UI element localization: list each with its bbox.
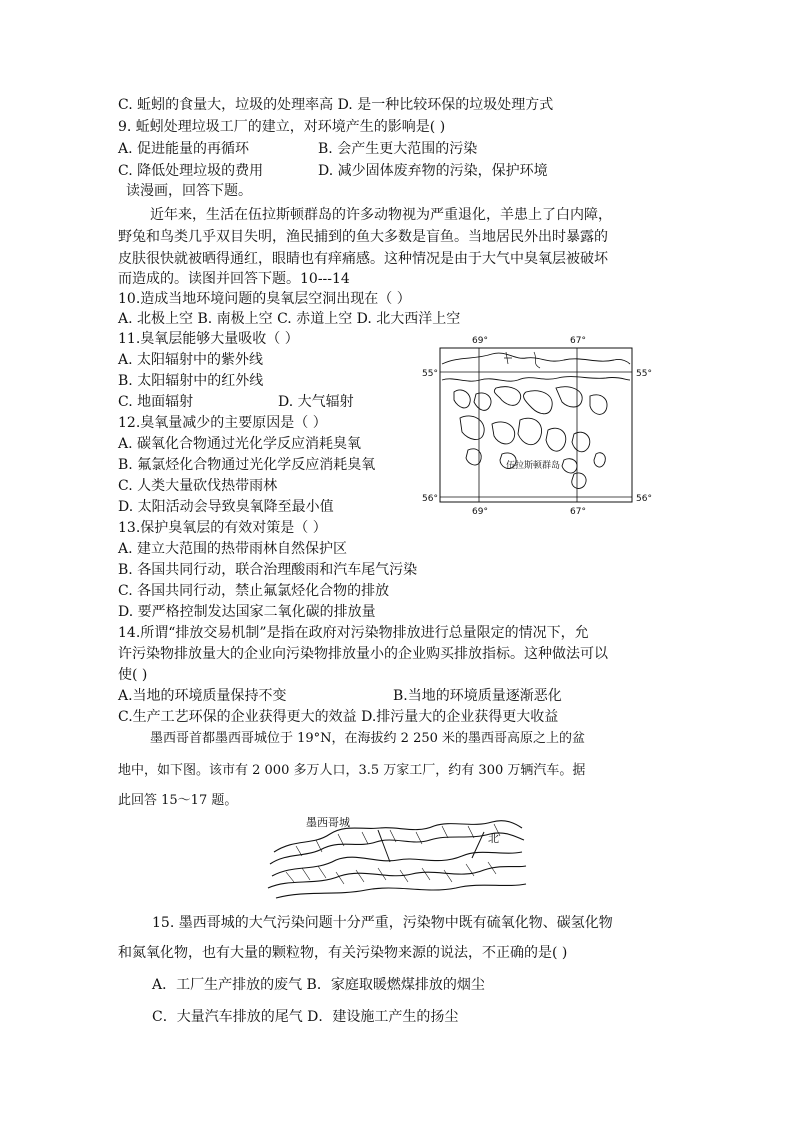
passage-line-1: 近年来，生活在伍拉斯顿群岛的许多动物视为严重退化，羊患上了白内障，	[150, 207, 612, 223]
q12-stem: 12.臭氧量减少的主要原因是（ ）	[118, 415, 327, 431]
wollaston-islands-map	[414, 334, 676, 518]
q15-stem-1: 15. 墨西哥城的大气污染问题十分严重，污染物中既有硫氧化物、碳氢化物	[152, 915, 613, 931]
section-instruction: 读漫画，回答下题。	[126, 183, 252, 199]
q15-option-ab: A．工厂生产排放的废气 B．家庭取暖燃煤排放的烟尘	[152, 977, 485, 993]
passage-line-3: 皮肤很快就被晒得通红，眼睛也有痒痛感。这种情况是由于大气中臭氧层被破坏	[118, 251, 608, 267]
q13-option-c: C. 各国共同行动，禁止氟氯烃化合物的排放	[118, 583, 390, 599]
q11-option-a: A. 太阳辐射中的紫外线	[118, 352, 264, 368]
mexico-city-basin-sketch	[266, 812, 528, 902]
mexico-passage-3: 此回答 15～17 题。	[118, 793, 238, 808]
mexico-passage-2: 地中，如下图。该市有 2 000 多万人口，3.5 万家工厂，约有 300 万辆汽车。据	[118, 763, 586, 778]
passage-line-2: 野兔和鸟类几乎双目失明，渔民捕到的鱼大多数是盲鱼。当地居民外出时暴露的	[118, 229, 608, 245]
label-wollaston-islands: 伍拉斯顿群岛	[506, 461, 561, 471]
q13-stem: 13.保护臭氧层的有效对策是（ ）	[118, 520, 327, 536]
label-north: 北	[488, 832, 499, 845]
label-lat-56-left: 56°	[422, 494, 438, 504]
q12-option-c: C. 人类大量砍伐热带雨林	[118, 478, 278, 494]
q14-stem-3: 使( )	[118, 667, 148, 683]
q14-option-cd: C.生产工艺环保的企业获得更大的效益 D.排污量大的企业获得更大收益	[118, 709, 559, 725]
q14-stem-2: 许污染物排放量大的企业向污染物排放量小的企业购买排放指标。这种做法可以	[118, 646, 608, 662]
passage-line-4: 而造成的。读图并回答下题。10---14	[118, 271, 350, 287]
label-lat-56-right: 56°	[636, 494, 652, 504]
label-lat-55-left: 55°	[422, 369, 438, 379]
q13-option-d: D. 要严格控制发达国家二氧化碳的排放量	[118, 604, 376, 620]
q10-options: A. 北极上空 B. 南极上空 C. 赤道上空 D. 北大西洋上空	[118, 311, 461, 327]
q15-option-cd: C．大量汽车排放的尾气 D．建设施工产生的扬尘	[152, 1009, 459, 1025]
q9-option-c: C. 降低处理垃圾的费用	[118, 163, 264, 179]
label-lon-67-bottom: 67°	[570, 507, 586, 517]
q9-option-a: A. 促进能量的再循环	[118, 141, 250, 157]
q13-option-b: B. 各国共同行动，联合治理酸雨和汽车尾气污染	[118, 562, 418, 578]
label-mexico-city: 墨西哥城	[306, 816, 350, 829]
mexico-passage-1: 墨西哥首都墨西哥城位于 19°N，在海拔约 2 250 米的墨西哥高原之上的盆	[150, 731, 586, 746]
label-lon-69-top: 69°	[472, 336, 488, 346]
q12-option-a: A. 碳氧化合物通过光化学反应消耗臭氧	[118, 436, 362, 452]
label-lon-67-top: 67°	[570, 336, 586, 346]
q11-option-c: C. 地面辐射	[118, 394, 194, 410]
q14-option-b: B.当地的环境质量逐渐恶化	[393, 688, 562, 704]
q14-option-a: A.当地的环境质量保持不变	[118, 688, 287, 704]
q15-stem-2: 和氮氧化物，也有大量的颗粒物，有关污染物来源的说法，不正确的是( )	[118, 945, 568, 961]
q11-stem: 11.臭氧层能够大量吸收（ ）	[118, 331, 299, 347]
q11-option-d: D. 大气辐射	[278, 394, 354, 410]
q9-stem: 9. 蚯蚓处理垃圾工厂的建立，对环境产生的影响是( )	[118, 119, 446, 135]
label-lat-55-right: 55°	[636, 369, 652, 379]
q9-option-b: B. 会产生更大范围的污染	[318, 141, 478, 157]
q12-option-b: B. 氟氯烃化合物通过光化学反应消耗臭氧	[118, 457, 376, 473]
q11-option-b: B. 太阳辐射中的红外线	[118, 373, 264, 389]
q14-stem-1: 14.所谓“排放交易机制”是指在政府对污染物排放进行总量限定的情况下，允	[118, 625, 589, 641]
q9-option-d: D. 减少固体废弃物的污染，保护环境	[318, 163, 548, 179]
label-lon-69-bottom: 69°	[472, 507, 488, 517]
q10-stem: 10.造成当地环境问题的臭氧层空洞出现在（ ）	[118, 291, 411, 307]
q13-option-a: A. 建立大范围的热带雨林自然保护区	[118, 541, 348, 557]
q12-option-d: D. 太阳活动会导致臭氧降至最小值	[118, 499, 334, 515]
q8-option-cd: C. 蚯蚓的食量大，垃圾的处理率高 D. 是一种比较环保的垃圾处理方式	[118, 97, 554, 113]
